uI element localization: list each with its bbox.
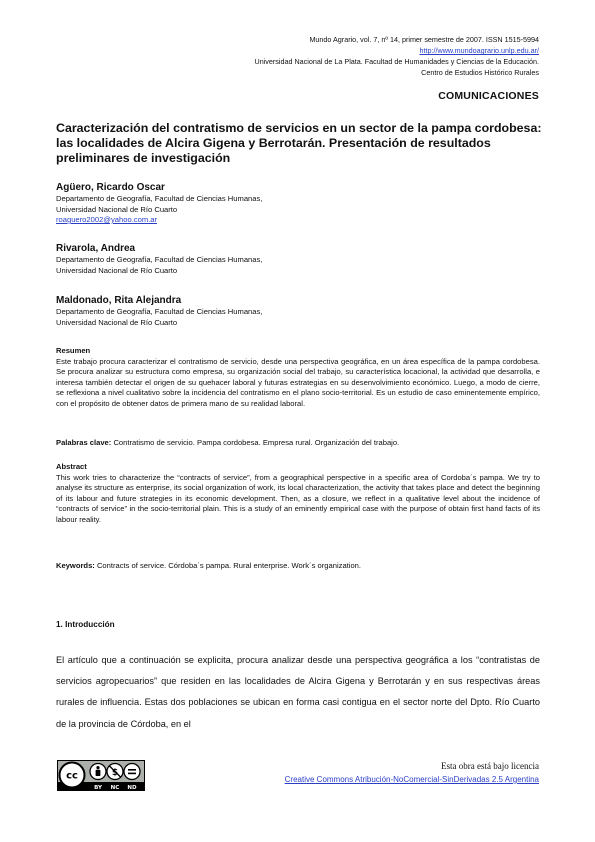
keywords-text: Contracts of service. Córdoba´s pampa. Rural enterprise. Work´s organization. (96, 561, 362, 570)
by-person-body (96, 770, 101, 776)
license-line: Esta obra está bajo licencia (441, 761, 539, 771)
abstract-heading: Abstract (56, 462, 87, 471)
intro-heading: 1. Introducción (56, 620, 115, 629)
badge-nc-label: NC (110, 785, 120, 791)
author-dept: Departamento de Geografía, Facultad de Ciencias Humanas, (56, 255, 263, 264)
author-3 (56, 294, 542, 328)
by-person-head (96, 766, 99, 769)
palabras-clave-text: Contratismo de servicio. Pampa cordobesa. Empresa rural. Organización del trabajo. (113, 438, 400, 447)
author-name: Rivarola, Andrea (56, 243, 136, 254)
svg-text:$: $ (111, 768, 119, 778)
abstract-text: This work tries to characterize the “contracts of service”, from a geographical perspective in a specific area of Cordoba´s pampa. We try to analyse its structure as enterprise, its social organization of work, its local characterization, the activity that takes place and detect the beginning of its labour and future strategies in its economic development. Then, as a closure, we reflect in a qualitative level about the incidence of “contracts of service” in the socio-territorial plain. This is a study of an eminently empirical case with the purpose of obtain first hand facts of its labour reality. (56, 472, 540, 524)
nd-equals-icon (124, 764, 140, 780)
palabras-clave-label: Palabras clave: (56, 438, 112, 447)
journal-header (255, 34, 539, 78)
badge-nd-label: ND (127, 785, 137, 791)
nd-bar-bottom (128, 773, 136, 775)
center-line: Centro de Estudios Histórico Rurales (421, 68, 539, 77)
palabras-clave (56, 438, 540, 449)
author-dept: Departamento de Geografía, Facultad de Ciencias Humanas, (56, 307, 263, 316)
author-dept: Departamento de Geografía, Facultad de Ciencias Humanas, (56, 194, 263, 203)
cc-symbol-text: cc (66, 770, 78, 782)
license-link[interactable]: Creative Commons Atribución-NoComercial-SinDerivadas 2.5 Argentina (284, 775, 539, 784)
resumen-section (56, 346, 540, 410)
resumen-text: Este trabajo procura caracterizar el contratismo de servicio, desde una perspectiva geográfica, en un área específica de la pampa cordobesa. Se procura analizar su estructura como empresa, su organización social del trabajo, su característica locacional, la actividad que desarrolla, e interesa también detectar el origen de su quehacer laboral y futuras estrategias en su desenvolvimiento económico. Luego, a modo de cierre, se reflexiona a nivel cualitativo sobre la incidencia del contratismo en el plano socio-territorial. Es un estudio de caso eminentemente empírico, con el propósito de obtener datos de primera mano de su realidad laboral. (56, 356, 540, 408)
keywords (56, 561, 540, 572)
cc-license-badge-icon[interactable] (57, 760, 145, 791)
nd-bar-top (128, 769, 136, 771)
author-univ: Universidad Nacional de Río Cuarto (56, 204, 178, 214)
author-email-link[interactable]: roaguero2002@yahoo.com.ar (56, 215, 158, 224)
paper-title: Caracterización del contratismo de servicios en un sector de la pampa cordobesa: las localidades de Alcira Gigena y Berrotarán. Presentación de resultados preliminares de investigación (56, 121, 542, 165)
journal-line: Mundo Agrario, vol. 7, nº 14, primer semestre de 2007. ISSN 1515-5994 (309, 35, 539, 44)
section-label: COMUNICACIONES (438, 90, 539, 102)
author-name: Maldonado, Rita Alejandra (56, 295, 182, 306)
badge-by-label: BY (94, 785, 102, 791)
author-name: Agüero, Ricardo Oscar (56, 182, 165, 193)
institution-line: Universidad Nacional de La Plata. Facultad de Humanidades y Ciencias de la Educación. (254, 57, 539, 66)
author-univ: Universidad Nacional de Río Cuarto (56, 317, 178, 327)
resumen-heading: Resumen (56, 346, 91, 355)
abstract-section (56, 462, 540, 526)
author-univ: Universidad Nacional de Río Cuarto (56, 265, 178, 275)
intro-text: El artículo que a continuación se explicita, procura analizar desde una perspectiva geográfica a los “contratistas de servicios agropecuarios” que residen en las localidades de Alcira Gigena y Berrotarán y en sus respectivas áreas rurales de influencia. Estas dos poblaciones se ubican en forma casi contigua en el sector norte del Dpto. Río Cuarto de la provincia de Córdoba, en el (56, 655, 540, 729)
author-1 (56, 181, 542, 226)
journal-url-link[interactable]: http://www.mundoagrario.unlp.edu.ar/ (419, 46, 539, 55)
keywords-label: Keywords: (56, 561, 95, 570)
author-2 (56, 242, 542, 276)
license-notice (285, 760, 539, 786)
